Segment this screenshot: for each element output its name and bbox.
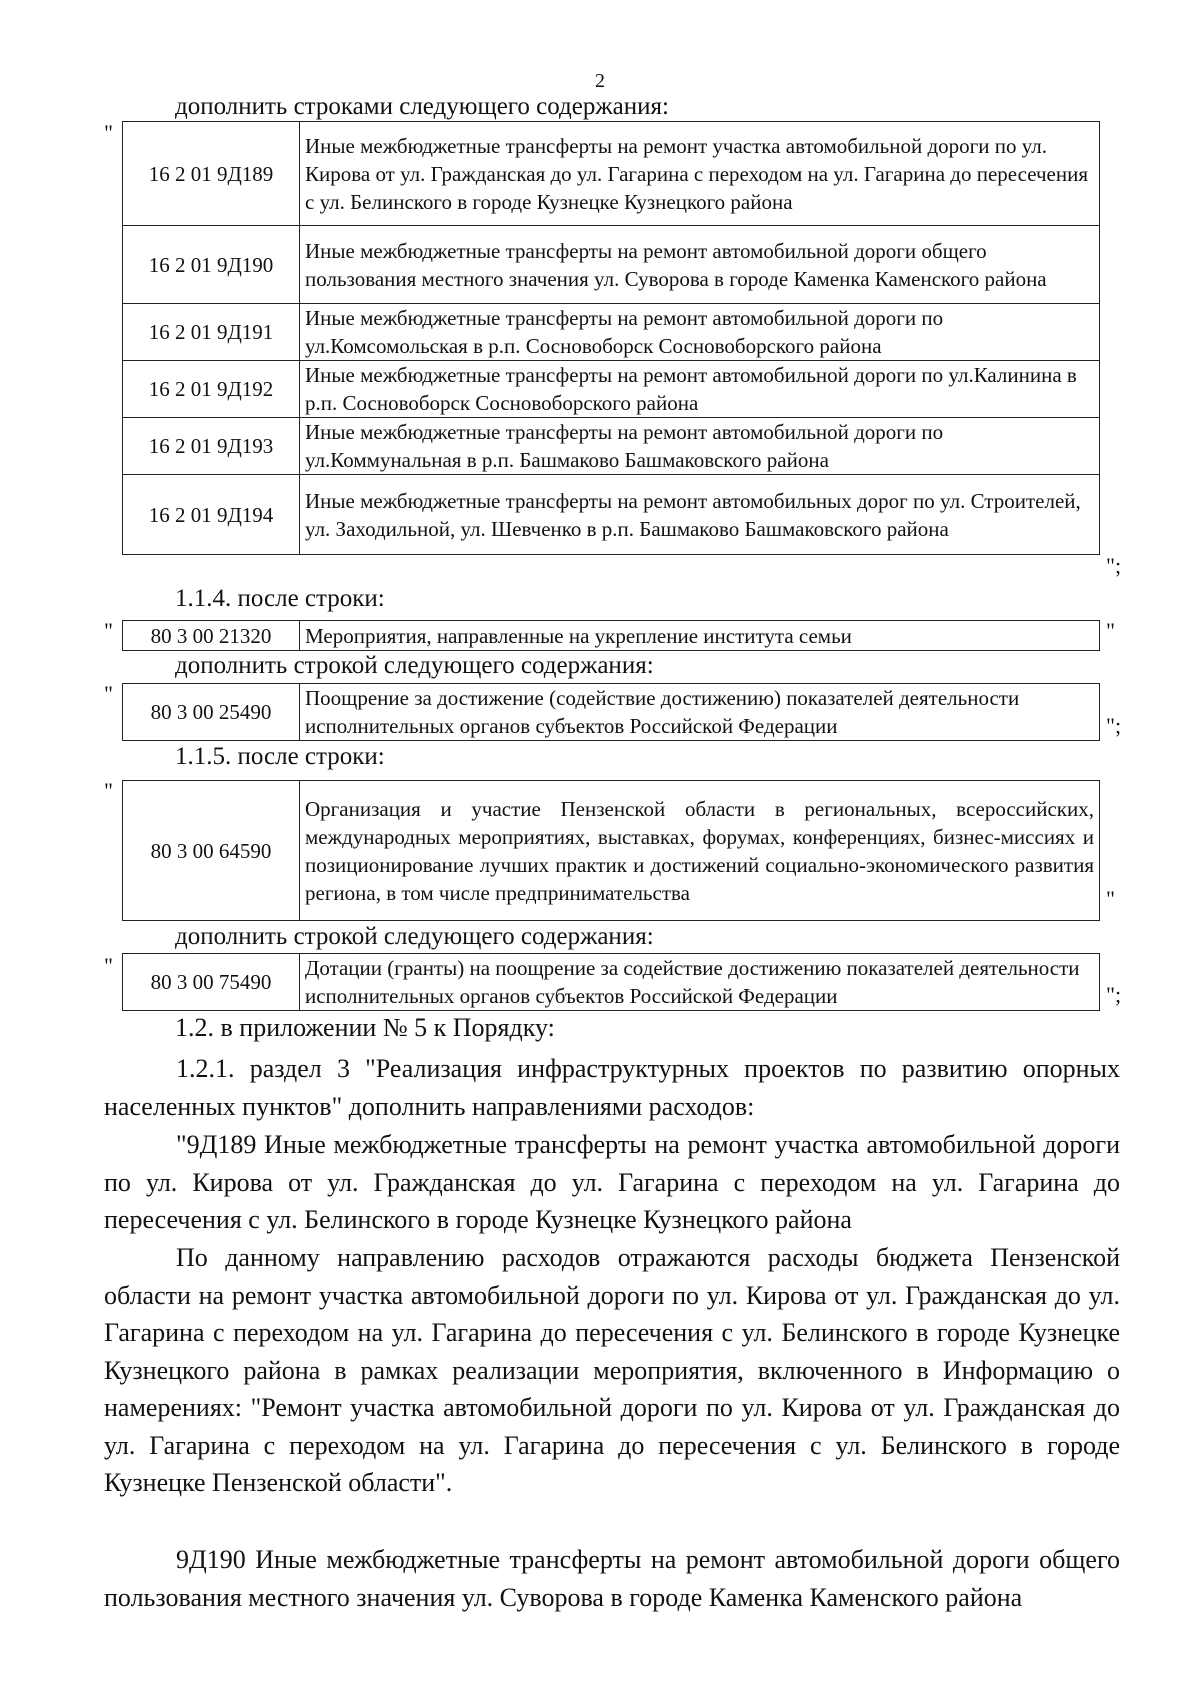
row-description: Иные межбюджетные трансферты на ремонт автомобильной дороги по ул.Калинина в р.п. Сосновоборск Сосновоборского района (300, 361, 1100, 418)
table-row (123, 621, 1100, 651)
quote-close-4: " (1106, 886, 1115, 911)
table-row (123, 122, 1100, 226)
row-description: Иные межбюджетные трансферты на ремонт автомобильной дороги по ул.Комсомольская в р.п. Сосновоборск Сосновоборского района (300, 304, 1100, 361)
quote-open-1: " (104, 120, 113, 145)
table-row (123, 361, 1100, 418)
quote-close-1: "; (1106, 553, 1122, 578)
table-row (123, 954, 1100, 1011)
row-description: Иные межбюджетные трансферты на ремонт автомобильных дорог по ул. Строителей, ул. Заходильной, ул. Шевченко в р.п. Башмаково Башмаковского района (300, 475, 1100, 555)
row-description: Организация и участие Пензенской области в региональных, всероссийских, международных мероприятиях, выставках, форумах, конференциях, бизнес-миссиях и позиционирование лучших практик и достижений социально-экономического развития региона, в том числе предпринимательства (300, 781, 1100, 921)
section-1-2: 1.2. в приложении № 5 к Порядку: (175, 1013, 555, 1042)
quote-open-2: " (104, 618, 113, 643)
row-description: Иные межбюджетные трансферты на ремонт автомобильной дороги общего пользования местного значения ул. Суворова в городе Каменка Каменского района (300, 226, 1100, 304)
row-code: 16 2 01 9Д192 (123, 361, 300, 418)
section-1-1-4: 1.1.4. после строки: (175, 585, 385, 612)
row-description: Иные межбюджетные трансферты на ремонт автомобильной дороги по ул.Коммунальная в р.п. Башмаково Башмаковского района (300, 418, 1100, 475)
page-number: 2 (595, 70, 605, 92)
row-code: 16 2 01 9Д190 (123, 226, 300, 304)
quote-close-3: "; (1106, 713, 1122, 738)
table-row (123, 475, 1100, 555)
add-row-heading-1: дополнить строкой следующего содержания: (175, 652, 654, 679)
row-code: 80 3 00 64590 (123, 781, 300, 921)
paragraph-9d189: "9Д189 Иные межбюджетные трансферты на ремонт участка автомобильной дороги по ул. Кирова от ул. Гражданская до ул. Гагарина с переходом на ул. Гагарина до пересечения с ул. Белинского в городе Кузнецке Кузнецкого района (104, 1130, 1120, 1234)
quote-open-4: " (104, 778, 113, 803)
quote-close-2: " (1106, 618, 1115, 643)
paragraph-9d190: 9Д190 Иные межбюджетные трансферты на ремонт автомобильной дороги общего пользования местного значения ул. Суворова в городе Каменка Каменского района (104, 1545, 1120, 1612)
row-description: Иные межбюджетные трансферты на ремонт участка автомобильной дороги по ул. Кирова от ул. Гражданская до ул. Гагарина с переходом на ул. Гагарина до пересечения с ул. Белинского в городе Кузнецке Кузнецкого района (300, 122, 1100, 226)
row-description: Дотации (гранты) на поощрение за содействие достижению показателей деятельности исполнительных органов субъектов Российской Федерации (300, 954, 1100, 1011)
quote-close-5: "; (1106, 982, 1122, 1007)
section-1-1-5: 1.1.5. после строки: (175, 743, 385, 770)
row-code: 16 2 01 9Д189 (123, 122, 300, 226)
table-row (123, 781, 1100, 921)
classification-table-3 (122, 683, 1100, 741)
row-code: 16 2 01 9Д194 (123, 475, 300, 555)
table-row (123, 226, 1100, 304)
table-row (123, 418, 1100, 475)
row-code: 16 2 01 9Д193 (123, 418, 300, 475)
add-rows-heading: дополнить строками следующего содержания: (175, 93, 669, 120)
row-description: Поощрение за достижение (содействие достижению) показателей деятельности исполнительных органов субъектов Российской Федерации (300, 684, 1100, 741)
paragraph-direction-description: По данному направлению расходов отражаются расходы бюджета Пензенской области на ремонт участка автомобильной дороги по ул. Кирова от ул. Гражданская до ул. Гагарина с переходом на ул. Гагарина до пересечения с ул. Белинского в городе Кузнецке Кузнецкого района в рамках реализации мероприятия, включенного в Информацию о намерениях: "Ремонт участка автомобильной дороги по ул. Кирова от ул. Гражданская до ул. Гагарина с переходом на ул. Гагарина до пересечения с ул. Белинского в городе Кузнецке Пензенской области". (104, 1243, 1120, 1497)
row-code: 80 3 00 75490 (123, 954, 300, 1011)
table-row (123, 304, 1100, 361)
quote-open-3: " (104, 681, 113, 706)
paragraph-1-2-1: 1.2.1. раздел 3 "Реализация инфраструктурных проектов по развитию опорных населенных пунктов" дополнить направлениями расходов: (104, 1054, 1120, 1121)
classification-table-2 (122, 620, 1100, 651)
table-row (123, 684, 1100, 741)
row-code: 80 3 00 21320 (123, 621, 300, 651)
quote-open-5: " (104, 953, 113, 978)
add-row-heading-2: дополнить строкой следующего содержания: (175, 923, 654, 950)
classification-table-1 (122, 121, 1100, 555)
classification-table-4 (122, 780, 1100, 921)
row-code: 80 3 00 25490 (123, 684, 300, 741)
row-code: 16 2 01 9Д191 (123, 304, 300, 361)
classification-table-5 (122, 953, 1100, 1011)
row-description: Мероприятия, направленные на укрепление института семьи (300, 621, 1100, 651)
